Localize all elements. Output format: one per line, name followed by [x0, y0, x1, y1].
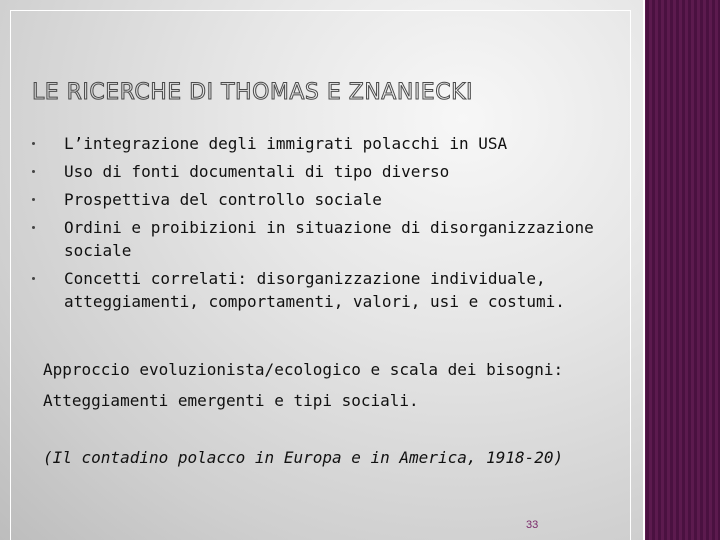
- bullet-item: [30, 265, 600, 316]
- bullet-dot-icon: [32, 198, 35, 201]
- sidebar-divider: [643, 0, 645, 540]
- bullet-list: [30, 130, 600, 316]
- slide-title: LE RICERCHE DI THOMAS E ZNANIECKI: [32, 80, 473, 105]
- bullet-text: Prospettiva del controllo sociale: [64, 190, 382, 209]
- decorative-sidebar: [643, 0, 720, 540]
- bullet-text: Uso di fonti documentali di tipo diverso: [64, 162, 450, 181]
- bullet-dot-icon: [32, 277, 35, 280]
- bullet-text: Concetti correlati: disorganizzazione individuale, atteggiamenti, comportamenti, valori, usi e costumi.: [64, 269, 565, 311]
- bullet-dot-icon: [32, 226, 35, 229]
- bullet-text: L’integrazione degli immigrati polacchi in USA: [64, 134, 508, 153]
- paragraph-line-1: Approccio evoluzionista/ecologico e scala dei bisogni:: [43, 360, 564, 379]
- citation: (Il contadino polacco in Europa e in America, 1918-20): [43, 448, 564, 467]
- bullet-item: [30, 186, 600, 214]
- bullet-item: [30, 158, 600, 186]
- bullet-item: [30, 214, 600, 265]
- paragraph-line-2: Atteggiamenti emergenti e tipi sociali.: [43, 391, 419, 410]
- bullet-dot-icon: [32, 170, 35, 173]
- bullet-item: [30, 130, 600, 158]
- page-number: 33: [526, 519, 539, 531]
- bullet-dot-icon: [32, 142, 35, 145]
- bullet-text: Ordini e proibizioni in situazione di disorganizzazione sociale: [64, 218, 594, 260]
